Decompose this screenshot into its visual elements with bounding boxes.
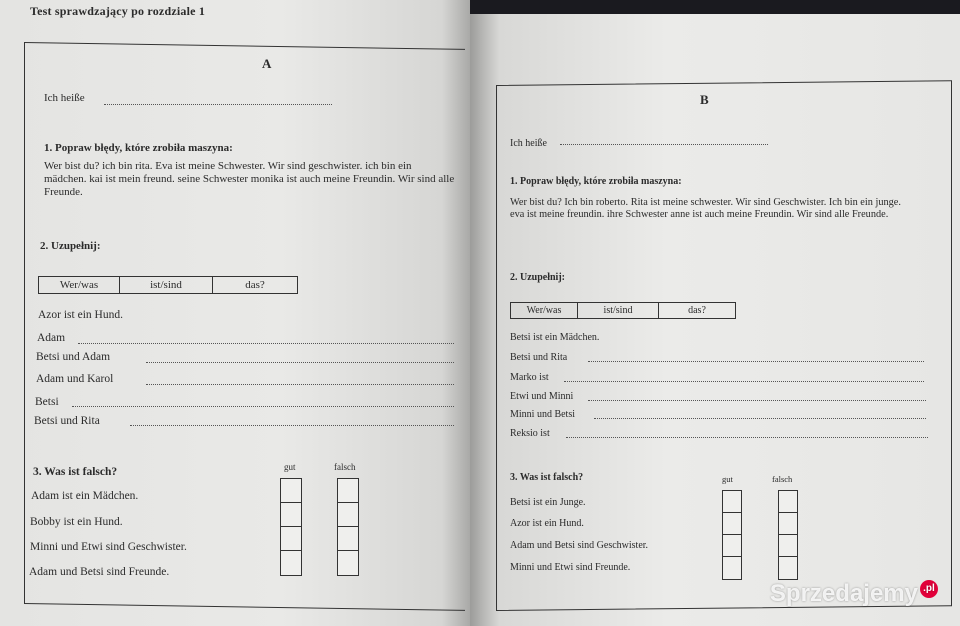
fill-item: Betsi und Adam — [36, 351, 111, 363]
fill-line — [588, 400, 926, 401]
fill-line — [566, 437, 928, 438]
statement: Azor ist ein Hund. — [510, 518, 584, 529]
name-label: Ich heiße — [510, 138, 547, 149]
task1-text: Wer bist du? ich bin rita. Eva ist meine Schwester. Wir sind geschwister. ich bin ein mädchen. kai ist mein freund. seine Schwester monika ist auch meine Freundin. Wir sind alle Freunde. — [44, 160, 455, 198]
answer-checkbox[interactable] — [722, 512, 742, 536]
column-label-falsch: falsch — [772, 474, 793, 484]
answer-checkbox[interactable] — [337, 478, 359, 504]
column-label-gut: gut — [284, 462, 296, 472]
answer-table — [510, 302, 736, 319]
fill-item: Azor ist ein Hund. — [38, 309, 123, 321]
answer-checkbox[interactable] — [722, 534, 742, 558]
answer-checkbox[interactable] — [778, 490, 798, 514]
fill-line — [594, 418, 926, 419]
statement: Adam ist ein Mädchen. — [31, 490, 139, 502]
fill-line — [146, 362, 454, 363]
fill-item: Minni und Betsi — [510, 409, 576, 420]
answer-checkbox[interactable] — [280, 550, 302, 576]
task1-text: Wer bist du? Ich bin roberto. Rita ist meine schwester. Wir sind Geschwister. Ich bin ein junge. eva ist meine freundin. ihre Schwester anne ist auch meine Freundin. Wir sind alle Freunde. — [510, 197, 901, 220]
task1-title: 1. Popraw błędy, które zrobiła maszyna: — [44, 142, 233, 154]
statement: Minni und Etwi sind Geschwister. — [30, 541, 187, 553]
column-label-falsch: falsch — [334, 462, 356, 472]
answer-checkbox[interactable] — [337, 550, 359, 576]
watermark-text: Sprzedajemy — [769, 580, 918, 607]
answer-checkbox[interactable] — [280, 478, 302, 504]
watermark-badge: .pl — [920, 580, 938, 598]
statement: Adam und Betsi sind Geschwister. — [510, 540, 649, 551]
answer-checkbox[interactable] — [280, 502, 302, 528]
fill-item: Marko ist — [510, 372, 549, 383]
fill-line — [72, 406, 454, 407]
statement: Minni und Etwi sind Freunde. — [510, 562, 631, 573]
variant-letter-b: B — [700, 92, 709, 107]
fill-item: Adam und Karol — [36, 373, 114, 385]
task2-title: 2. Uzupełnij: — [40, 240, 101, 252]
fill-line — [78, 343, 454, 344]
answer-checkbox[interactable] — [778, 512, 798, 536]
answer-checkbox[interactable] — [337, 526, 359, 552]
left-page — [0, 0, 470, 626]
answer-checkbox[interactable] — [778, 534, 798, 558]
table-cell: Wer/was — [511, 303, 578, 318]
fill-item: Adam — [37, 332, 66, 344]
task3-title: 3. Was ist falsch? — [33, 466, 118, 478]
fill-line — [588, 361, 924, 362]
statement: Bobby ist ein Hund. — [30, 516, 123, 528]
table-cell: ist/sind — [578, 303, 659, 318]
answer-checkbox[interactable] — [337, 502, 359, 528]
fill-line — [146, 384, 454, 385]
name-line — [104, 104, 332, 105]
fill-item: Betsi — [35, 396, 59, 408]
fill-line — [564, 381, 924, 382]
table-cell: das? — [688, 305, 706, 316]
fill-item: Reksio ist — [510, 428, 550, 439]
fill-item: Betsi ist ein Mädchen. — [510, 332, 600, 343]
fill-item: Etwi und Minni — [510, 391, 574, 402]
answer-checkbox[interactable] — [722, 556, 742, 580]
fill-item: Betsi und Rita — [510, 352, 568, 363]
fill-item: Betsi und Rita — [34, 415, 100, 427]
task2-title: 2. Uzupełnij: — [510, 272, 565, 283]
page-header: Test sprawdzający po rozdziale 1 — [30, 4, 206, 18]
variant-letter-a: A — [262, 56, 272, 71]
table-cell: ist/sind — [120, 277, 213, 293]
name-label: Ich heiße — [44, 92, 85, 104]
answer-checkbox[interactable] — [778, 556, 798, 580]
statement: Betsi ist ein Junge. — [510, 497, 586, 508]
statement: Adam und Betsi sind Freunde. — [29, 566, 170, 578]
answer-checkbox[interactable] — [280, 526, 302, 552]
watermark-logo — [770, 580, 938, 608]
column-label-gut: gut — [722, 474, 733, 484]
fill-line — [130, 425, 454, 426]
table-cell: Wer/was — [39, 277, 120, 293]
task3-title: 3. Was ist falsch? — [510, 472, 584, 483]
task1-title: 1. Popraw błędy, które zrobiła maszyna: — [510, 176, 682, 187]
table-cell: das? — [245, 279, 265, 291]
answer-table — [38, 276, 298, 294]
right-page — [470, 14, 960, 626]
answer-checkbox[interactable] — [722, 490, 742, 514]
name-line — [560, 144, 768, 145]
